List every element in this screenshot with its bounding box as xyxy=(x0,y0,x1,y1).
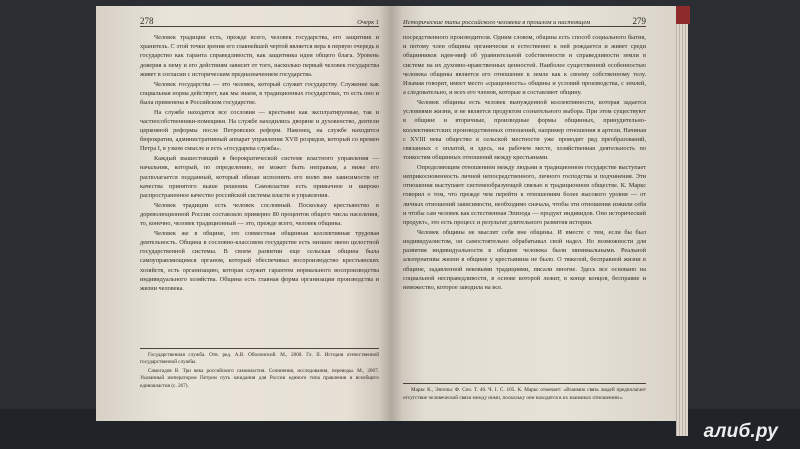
right-footnotes xyxy=(403,383,646,403)
left-page-header xyxy=(140,14,379,27)
right-page-header xyxy=(403,14,646,27)
left-footnotes xyxy=(140,348,379,391)
book-spine-shadow xyxy=(379,6,403,421)
footnote: Маркс К., Энгельс Ф. Соч. Т. 46. Ч. I. С. 105. К. Маркс отмечает: «Взаимно связь людей предполагает отсутствие человеческой связи между ними, поскольку они находятся в их взаимных отношениях». xyxy=(403,387,646,401)
right-page-number: 279 xyxy=(632,16,646,26)
left-paragraph: На службе находятся все сословия — крестьяне как эксплуатируемые, так и частнособственники-помещики. На службе находились дворяне и духовенство, деятели церковной реформы после Петровских реформ. Наконец, на службе находится бюрократия, административный аппарат управления XVII розрядов, который со времен Петра I, в узком смысле и есть «государева служба». xyxy=(140,108,379,153)
open-book xyxy=(96,6,686,421)
right-running-head: Исторические типы российского человека в прошлом и настоящем xyxy=(403,19,591,26)
left-paragraph: Каждый вышестоящий в бюрократической системе властного управления — начальник, который, по определению, не может быть неправым, а ниже его располагается подданный, который обязан исполнять его волю вне зависимости от качества принятого выше решения. Самовластие есть привычное и широко распространенное качество российской системы власти и управления. xyxy=(140,155,379,199)
left-page-number: 278 xyxy=(140,16,154,26)
left-paragraph: Человек традиции есть человек сословный. Поскольку крестьянство в дореволюционной России составляло примерно 80 процентов общего числа населения, то, конечно, человек традиционный — это, прежде всего, человек общины. xyxy=(140,201,379,228)
left-paragraph: Человек государства — это человек, который служит государству. Служение как социальная норма действует, как мы знаем, в традиционных государствах, то есть оно и была применена в Российском государстве. xyxy=(140,80,379,106)
footnote: Государственная служба. Отв. ред. А.В. Оболонский. М., 2000. Гл. II. История отечественной государственной службы. xyxy=(140,351,379,366)
left-page xyxy=(96,6,391,421)
right-paragraph: посредственного производителя. Одним словом, община есть способ социального бытия, и потому член общины органически и естественно к ней рождается и живет среди общинников идея-миф об уравнительной собственности и справедливости земли в системе на их духовно-нравственных ценностей. Наиболее существенной особенностью человека общины является его отношение к земле как к своему собственному телу. Изымая говорит, имеет место «сращенность» общины и условий производства, с землей, а следовательно, и всех его членов, которые и составляют общину. xyxy=(403,34,646,97)
left-paragraph: Человек традиции есть, прежде всего, человек государства, его защитник и хранитель. С этой точки зрения его главнейшей чертой является вера в первую очередь в государство как гаранта справедливости, как защитника идеи общего блага. Уровень доверия к нему и его действиям зависит от того, насколько первый человек государства живет в согласии с историческим предназначением государства. xyxy=(140,34,379,78)
left-running-head: Очерк 1 xyxy=(357,19,379,26)
right-paragraph: Человек общины не мыслит себя вне общины. И вместе с тем, если бы был индивидуалистом, он самостоятельно обрабатывал свой надел. Но возможности для развития индивидуальности в общине человека были минимальными. Реальной альтернативы жизни в общине у крестьянина не было. О тяжелой, бесправной жизни в общине, задавленной вековыми традициями, писали многие. Здесь все основано на социальной несправедливости, в основе которой лежит, в конце концов, бесправие и невежество, которое заводила на все. xyxy=(403,228,646,291)
right-paragraph: Определяющим отношением между людьми в традиционном государстве выступает неприкосновенность личной непосредственного, личного господства и подчинения. Эти отношения выступают системообразующей связью в традиционном обществе. К. Маркс говорил о том, что прежде чем перейти к отношениям более высокого уровня — от личных отношений зависимости, необходимо сначала, чтобы эти отношения изжили себя и чтобы сам человек как естественная Эпизода — продукт индивидов. Оно исторический продукт», это есть процесс и результат длительного развития истории. xyxy=(403,163,646,227)
page-edges xyxy=(676,6,688,436)
left-paragraph: Человек же в общине, это совместная общинная коллективная трудовая деятельность. Община в сословно-классовом государстве есть низшее звено целостной государственной системы. В своем развитии еще сельская община была самоуправляющимся органом, который обеспечивал воспроизводство крестьянских хозяйств, есть организацию, которая служит гарантом нормального воспроизводства индивидуального хозяйства. Община есть главная форма организации производства и жизни человека. xyxy=(140,229,379,292)
watermark-logo: алиб.ру xyxy=(703,421,778,442)
right-paragraph: Человек общины есть человек вынужденной коллективности, которая задается условиями жизни, и не является продуктом сознательного выбора. При этом существуют в общине и вторичные, производные формы общинных, принудительно-коллективистских производственных отношений, например отношения в артели. Начиная с XVIII века общество в сельской местности уже проводит ряд преобразований, связанных с оплатой, и здесь, на рабочем месте, хозяйственная деятельность по тонкостям общинных отношений между крестьянами. xyxy=(403,98,646,162)
right-page xyxy=(391,6,676,421)
footnote: Самогадов В. Три века российского самовластия. Сочинения, исследования, переводы. М., 2007. Указанный императором Петром путь ожидания для России единого типа правления и всеобщего единовластия (с. 267). xyxy=(140,367,379,389)
bookmark-ribbon xyxy=(676,6,690,24)
